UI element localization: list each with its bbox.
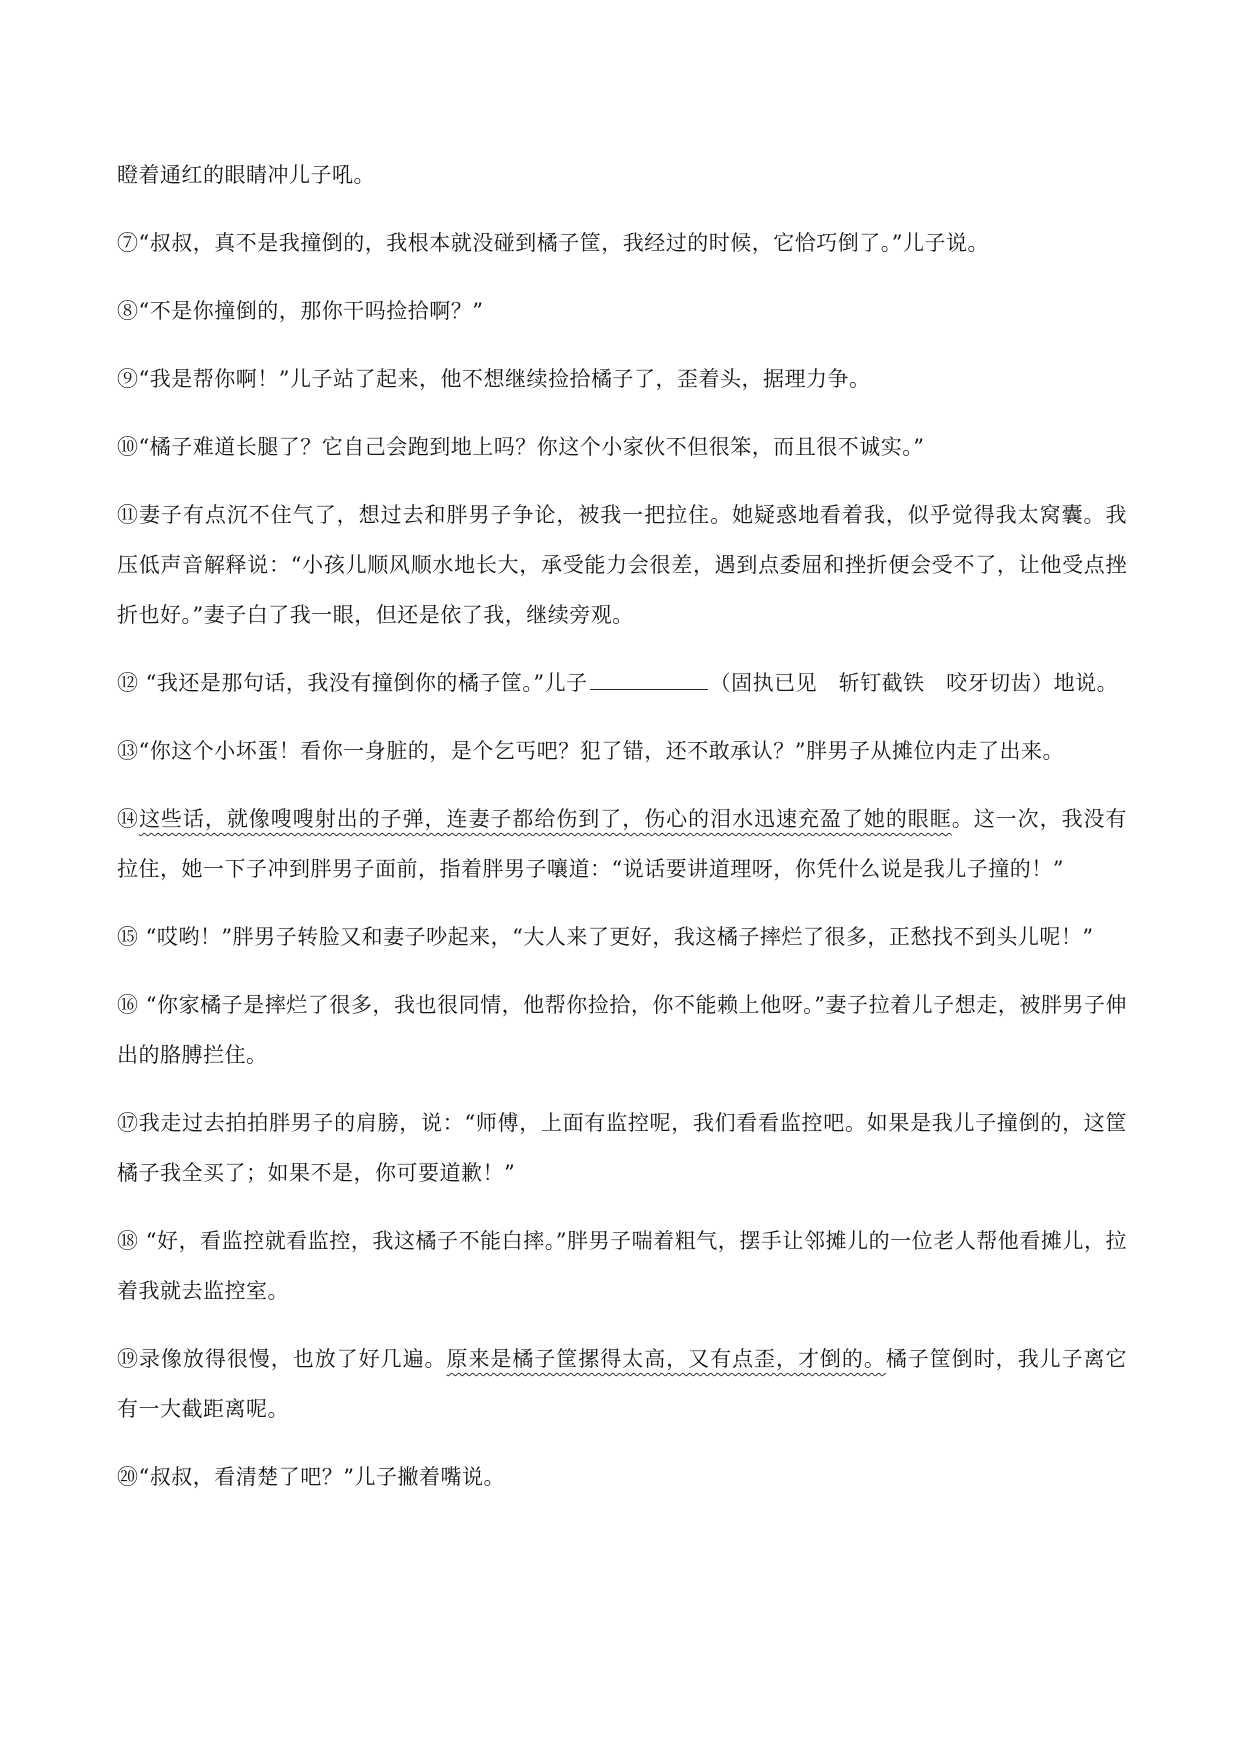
fill-in-blank[interactable]	[590, 669, 708, 690]
paragraph-17: ⑰我走过去拍拍胖男子的肩膀，说：“师傅，上面有监控呢，我们看看监控吧。如果是我儿子撞倒的，这筐橘子我全买了；如果不是，你可要道歉！”	[117, 1111, 1127, 1185]
paragraph-12-after: （固执已见 斩钉截铁 咬牙切齿）地说。	[709, 671, 1119, 695]
paragraph-8: ⑧“不是你撞倒的，那你干吗捡拾啊？”	[117, 299, 484, 323]
paragraph-20: ⑳“叔叔，看清楚了吧？”儿子撇着嘴说。	[117, 1465, 505, 1489]
wavy-underlined-sentence-2: 原来是橘子筐摞得太高，又有点歪，才倒的。	[446, 1347, 886, 1371]
paragraph-19	[117, 1334, 1127, 1434]
paragraph-10: ⑩“橘子难道长腿了？它自己会跑到地上吗？你这个小家伙不但很笨，而且很不诚实。”	[117, 435, 925, 459]
paragraph-19-after: 橘子筐倒时，我儿子离它有一大截距离呢。	[117, 1347, 1128, 1421]
paragraph-14-marker: ⑭	[117, 807, 139, 831]
paragraph-6-tail: 瞪着通红的眼睛冲儿子吼。	[117, 163, 375, 187]
reading-passage	[117, 150, 1127, 1520]
paragraph-16: ⑯ “你家橘子是摔烂了很多，我也很同情，他帮你捡拾，你不能赖上他呀。”妻子拉着儿子想走，被胖男子伸出的胳膊拦住。	[117, 993, 1127, 1067]
paragraph-9: ⑨“我是帮你啊！”儿子站了起来，他不想继续捡拾橘子了，歪着头，据理力争。	[117, 367, 871, 391]
wavy-underlined-sentence: 这些话，就像嗖嗖射出的子弹，连妻子都给伤到了，伤心的泪水迅速充盈了她的眼眶	[138, 807, 952, 831]
paragraph-18: ⑱ “好，看监控就看监控，我这橘子不能白摔。”胖男子喘着粗气，摆手让邻摊儿的一位老人帮他看摊儿，拉着我就去监控室。	[117, 1229, 1127, 1303]
paragraph-7: ⑦“叔叔，真不是我撞倒的，我根本就没碰到橘子筐，我经过的时候，它恰巧倒了。”儿子说。	[117, 231, 989, 255]
paragraph-19-before: ⑲录像放得很慢，也放了好几遍。	[117, 1347, 447, 1371]
paragraph-12	[117, 658, 1127, 708]
paragraph-11: ⑪妻子有点沉不住气了，想过去和胖男子争论，被我一把拉住。她疑惑地看着我，似乎觉得我太窝囊。我压低声音解释说：“小孩儿顺风顺水地长大，承受能力会很差，遇到点委屈和挫折便会受不了，让他受点挫折也好。”妻子白了我一眼，但还是依了我，继续旁观。	[117, 503, 1127, 627]
paragraph-12-before: ⑫ “我还是那句话，我没有撞倒你的橘子筐。”儿子	[117, 671, 588, 695]
paragraph-13: ⑬“你这个小坏蛋！看你一身脏的，是个乞丐吧？犯了错，还不敢承认？”胖男子从摊位内走了出来。	[117, 739, 1064, 763]
paragraph-15: ⑮ “哎哟！”胖男子转脸又和妻子吵起来，“大人来了更好，我这橘子摔烂了很多，正愁找不到头儿呢！”	[117, 925, 1094, 949]
paragraph-14-rest: 。这一次，我没有拉住，她一下子冲到胖男子面前，指着胖男子嚷道：“说话要讲道理呀，你凭什么说是我儿子撞的！”	[117, 807, 1128, 881]
paragraph-14	[117, 794, 1127, 894]
